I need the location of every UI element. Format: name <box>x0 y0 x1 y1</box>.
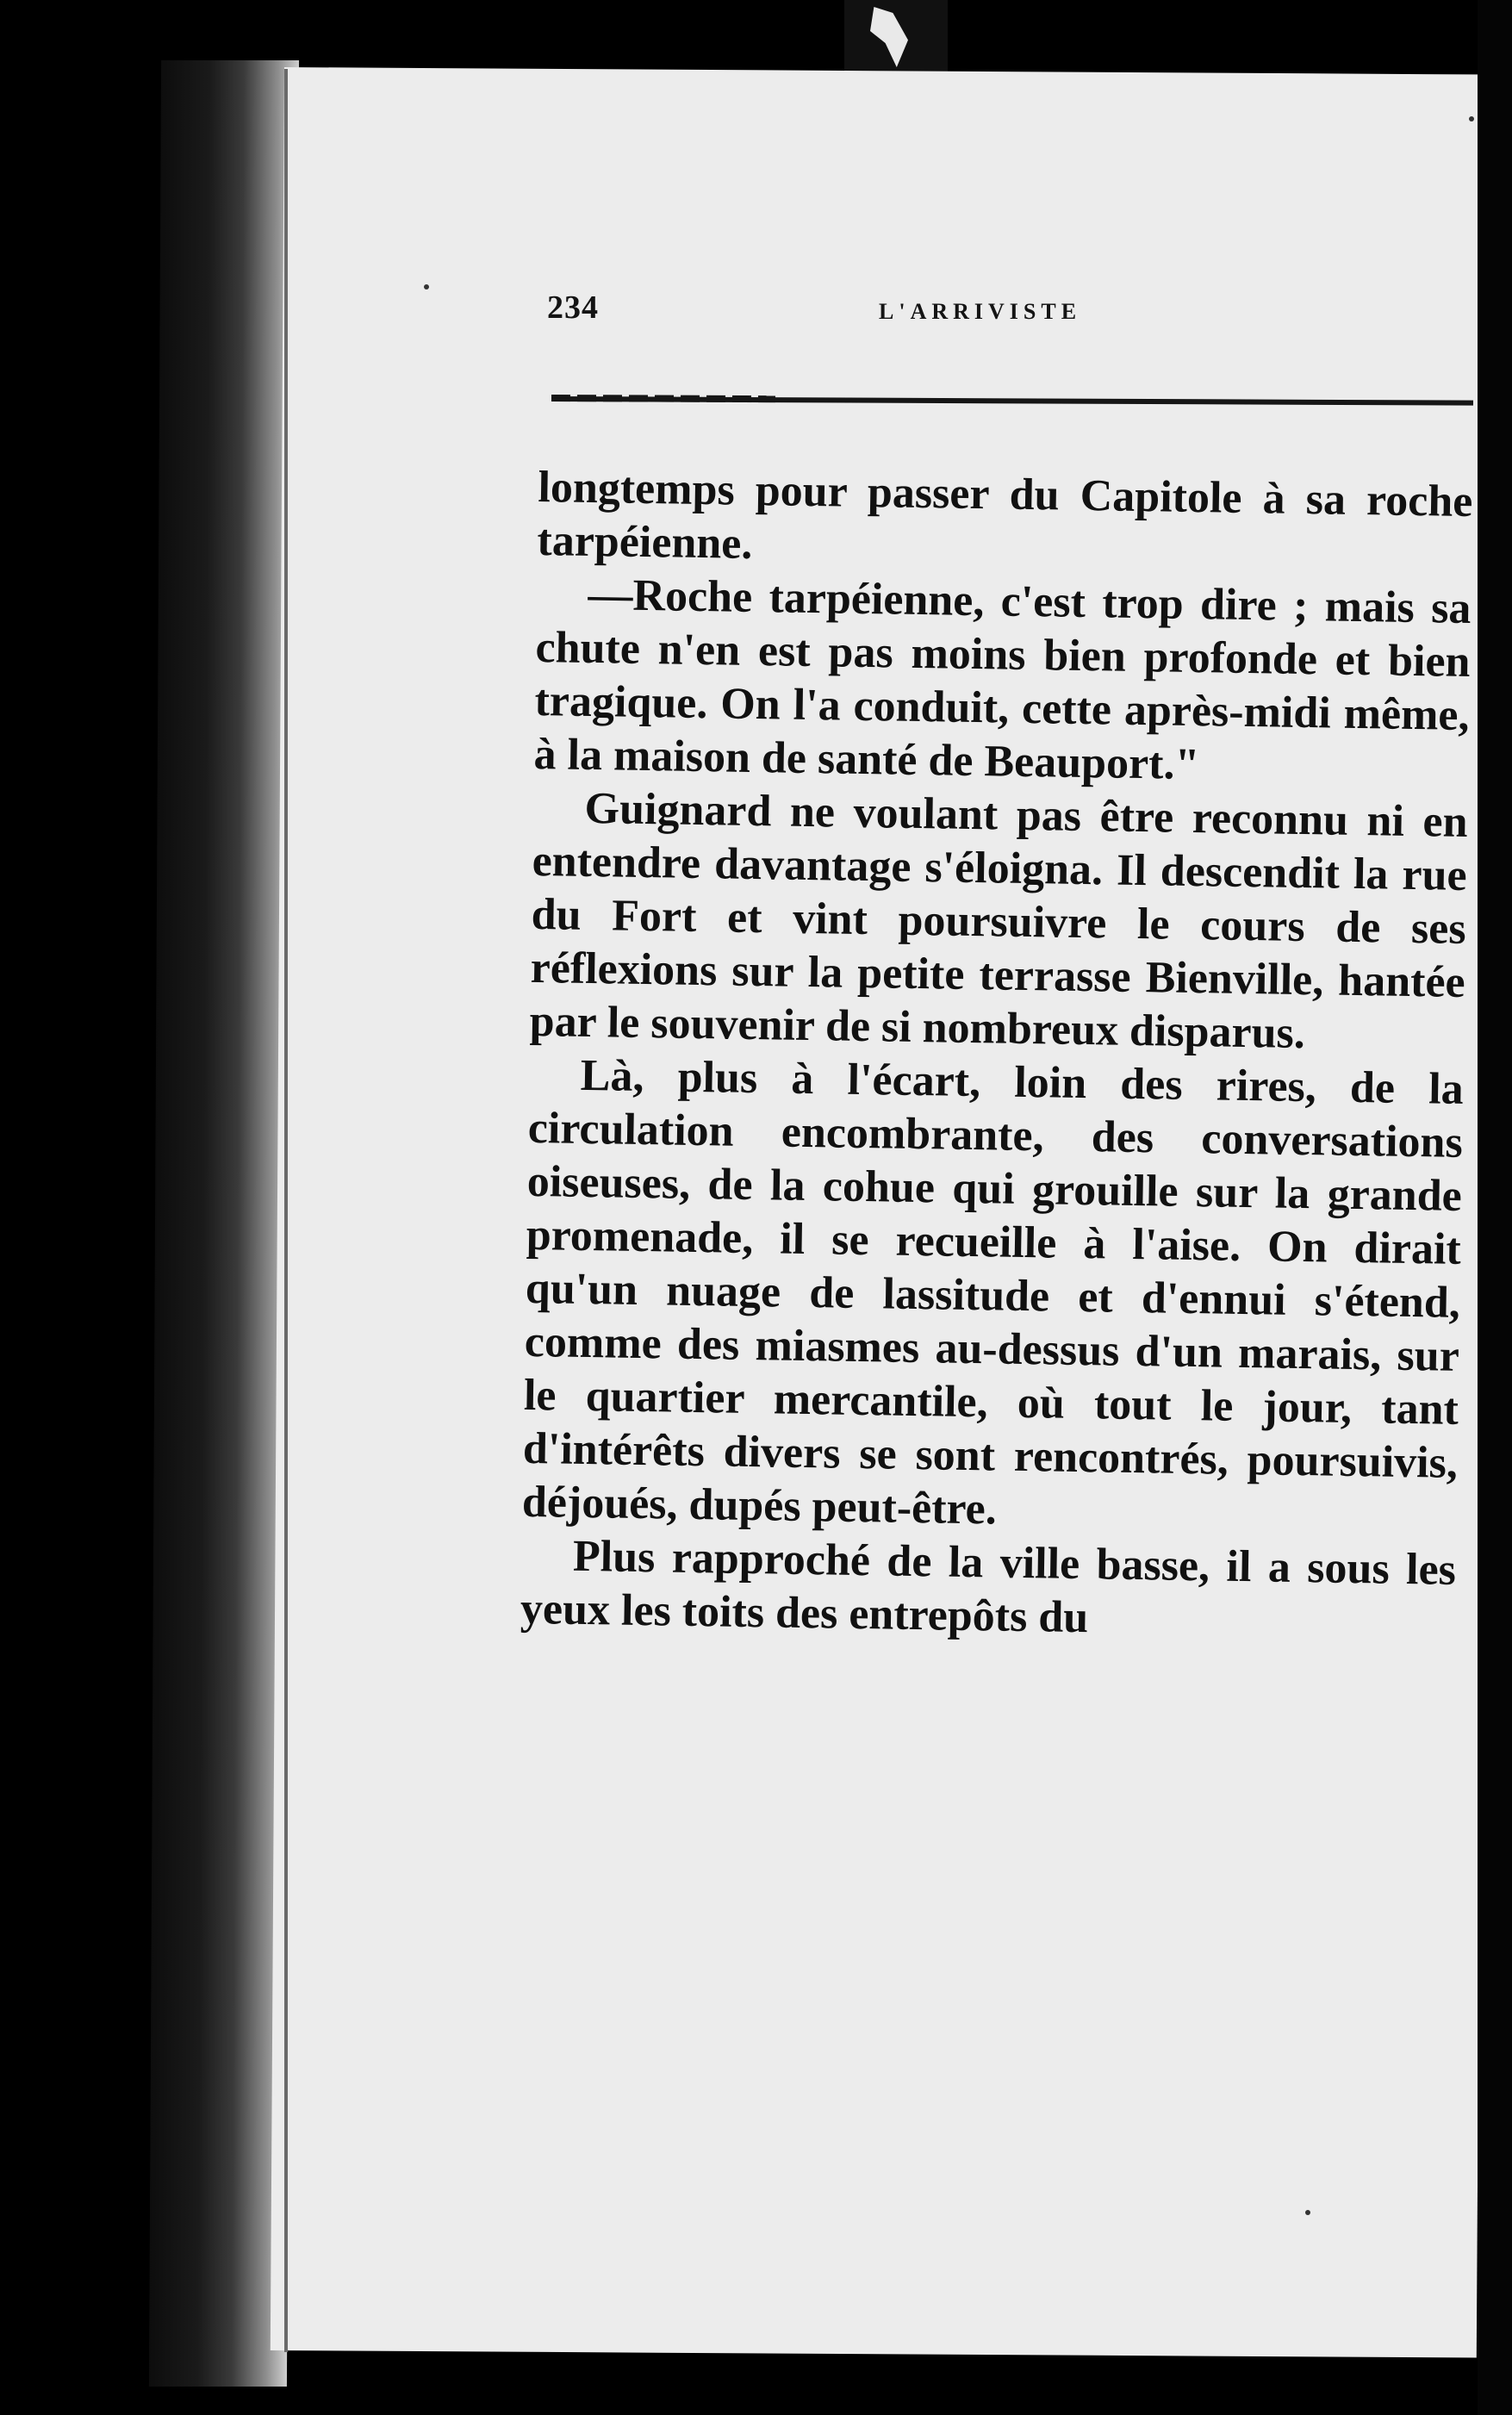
paragraph-continued: longtemps pour passer du Capitole à sa roche tarpéienne. <box>537 462 1473 569</box>
scan-border-right <box>1478 0 1512 2415</box>
paragraph: Là, plus à l'écart, loin des rires, de la circulation encombrante, des conversations oiseuses, de la cohue qui grouille sur la grande promenade, il se recueille à l'aise. On dirait qu'un nuage de lassitude et d'ennui s'étend, comme des miasmes au-dessus d'un marais, sur le quartier mercantile, où tout le jour, tant d'intérêts divers se sont rencontrés, poursuivis, déjoués, dupés peut-être. <box>521 1050 1465 1534</box>
paragraph: Plus rapproché de la ville basse, il a sous les yeux les toits des entrepôts du <box>520 1531 1457 1643</box>
paragraph: Guignard ne voulant pas être reconnu ni en entendre davantage s'éloigna. Il descendit la rue du Fort et vint poursuivre le cours de ses réflexions sur la petite terrasse Bienville, hantée par le souvenir de si nombreux disparus. <box>529 783 1468 1059</box>
page-number: 234 <box>547 289 599 326</box>
scan-speck <box>1469 116 1474 121</box>
paragraph: —Roche tarpéienne, c'est trop dire ; mais sa chute n'en est pas moins bien profonde et bien tragique. On l'a conduit, cette après-midi même, à la maison de santé de Beauport." <box>533 570 1472 790</box>
scan-speck <box>1305 2210 1310 2215</box>
running-head: L'ARRIVISTE <box>879 299 1082 324</box>
body-text <box>520 461 1473 1651</box>
page-header <box>547 289 1478 340</box>
gutter-edge <box>284 69 288 2352</box>
torn-corner <box>844 0 948 82</box>
scan-speck <box>424 284 429 289</box>
